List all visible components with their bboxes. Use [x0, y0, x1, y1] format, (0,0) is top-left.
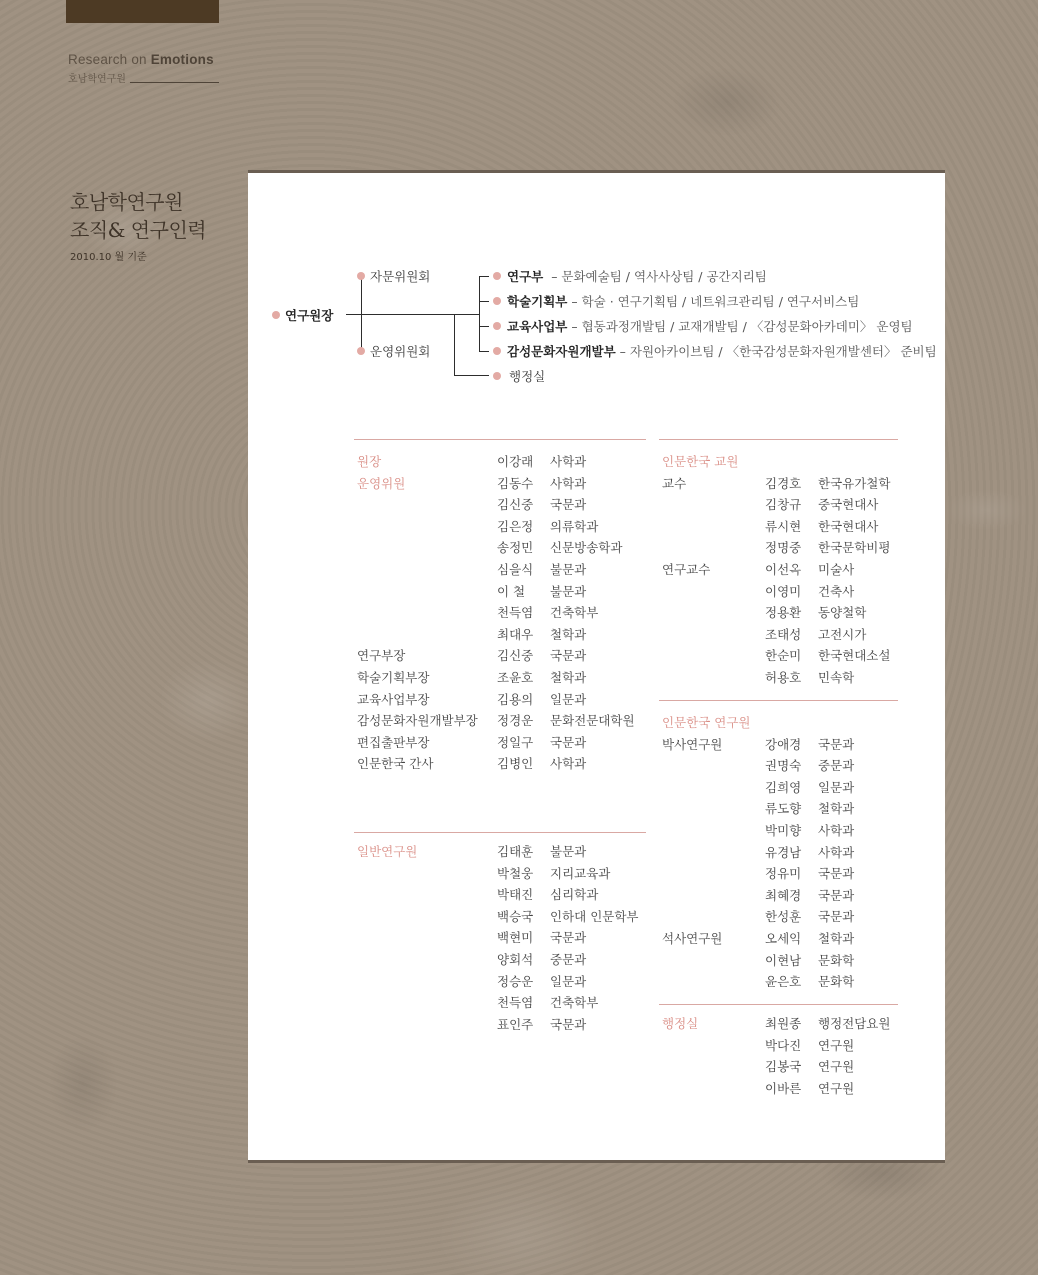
brand-korean: 호남학연구원	[68, 74, 126, 85]
cell-dept: 동양철학	[818, 605, 867, 621]
table-admin-office	[659, 1004, 898, 1114]
cell-name: 이강래	[497, 454, 534, 469]
branch-dot	[493, 272, 501, 280]
section-subtitle: 2010.10 월 기준	[70, 252, 147, 263]
cell-dept: 문화학	[818, 952, 855, 968]
cell-name: 김신중	[497, 648, 534, 664]
table-row	[662, 1013, 952, 1035]
cell-dept: 지리교육과	[550, 865, 611, 881]
branch-dot	[493, 322, 501, 330]
brand-en-prefix: Research on	[68, 52, 147, 67]
table-row	[357, 667, 647, 689]
cell-dept: 일문과	[550, 691, 587, 707]
cell-name: 류도향	[765, 801, 802, 817]
cell-dept: 건축사	[818, 583, 855, 599]
cell-name: 유경남	[765, 844, 802, 860]
cell-name: 심을식	[497, 562, 534, 577]
cell-dept: 의류학과	[550, 518, 599, 534]
cell-name: 정경운	[497, 713, 534, 729]
org-branch	[509, 367, 545, 385]
cell-role: 감성문화자원개발부장	[357, 713, 478, 729]
org-branch	[507, 292, 859, 310]
cell-dept: 국문과	[550, 1016, 587, 1032]
table-row	[357, 689, 647, 711]
cell-name: 박미향	[765, 823, 802, 838]
brand-korean-row	[68, 70, 219, 85]
cell-name: 김태훈	[497, 844, 534, 859]
table-rule	[354, 439, 646, 440]
cell-dept: 건축학부	[550, 995, 599, 1011]
cell-name: 송정민	[497, 540, 534, 556]
dept-tick-3	[479, 326, 489, 327]
cell-role: 석사연구원	[662, 931, 723, 946]
cell-dept: 일문과	[550, 973, 587, 989]
table-row	[662, 885, 952, 907]
dept-tick-4	[479, 351, 489, 352]
cell-dept: 사학과	[818, 823, 855, 838]
cell-role: 교육사업부장	[357, 691, 430, 707]
cell-name: 조윤호	[497, 670, 534, 685]
table-general-researchers	[354, 832, 646, 1042]
cell-name: 천득염	[497, 995, 534, 1011]
table-row	[357, 559, 647, 581]
admin-connector-horizontal	[454, 375, 489, 376]
cell-dept: 민속학	[818, 670, 855, 685]
cell-role: 교수	[662, 475, 687, 491]
table-row	[357, 906, 647, 928]
table-row	[662, 537, 952, 559]
cell-dept: 국문과	[550, 497, 587, 513]
cell-name: 표인주	[497, 1016, 534, 1032]
branch-desc: – 협동과정개발팀 / 교재개발팀 / 〈감성문화아카데미〉 운영팀	[571, 319, 913, 334]
table-row	[357, 753, 647, 775]
root-dot	[272, 311, 280, 319]
cell-role: 연구부장	[357, 648, 406, 664]
org-branch	[507, 317, 913, 335]
table-row	[662, 602, 952, 624]
table-hk-faculty	[659, 439, 898, 699]
cell-name: 이선옥	[765, 562, 802, 577]
cell-name: 김동수	[497, 475, 534, 491]
cell-name: 오세익	[765, 931, 802, 946]
brand-block	[68, 52, 219, 85]
cell-name: 이 철	[497, 583, 526, 599]
cell-name: 한성훈	[765, 909, 802, 925]
section-heading: 인문한국 연구원	[662, 715, 751, 730]
cell-dept: 문화전문대학원	[550, 713, 635, 729]
cell-dept: 국문과	[550, 930, 587, 946]
cell-dept: 철학과	[550, 626, 587, 642]
cell-dept: 철학과	[818, 801, 855, 817]
cell-name: 김봉국	[765, 1059, 802, 1075]
table-row	[357, 602, 647, 624]
dept-tick-2	[479, 301, 489, 302]
cell-dept: 국문과	[818, 909, 855, 925]
cell-name: 이바른	[765, 1080, 802, 1096]
branch-name: 감성문화자원개발부	[507, 344, 616, 359]
cell-name: 김경호	[765, 475, 802, 491]
cell-dept: 건축학부	[550, 605, 599, 621]
cell-name: 조태성	[765, 626, 802, 642]
table-row	[662, 820, 952, 842]
cell-name: 박태진	[497, 887, 534, 903]
cell-dept: 한국현대소설	[818, 648, 891, 664]
section-title-line1: 호남학연구원	[70, 190, 183, 214]
cell-name: 천득염	[497, 605, 534, 621]
branch-dot	[493, 372, 501, 380]
cell-role: 일반연구원	[357, 844, 418, 859]
cell-dept: 행정전담요원	[818, 1016, 891, 1031]
cell-role: 연구교수	[662, 562, 711, 577]
org-root: 연구원장	[285, 308, 334, 323]
cell-name: 한순미	[765, 648, 802, 664]
cell-dept: 사학과	[550, 454, 587, 469]
table-row	[357, 1014, 647, 1036]
cell-name: 백승국	[497, 908, 534, 924]
cell-role: 행정실	[662, 1016, 699, 1031]
brand-rule	[130, 82, 219, 83]
cell-name: 이영미	[765, 583, 802, 599]
cell-dept: 미술사	[818, 562, 855, 577]
table-row	[357, 884, 647, 906]
cell-name: 정용환	[765, 605, 802, 621]
cell-role: 박사연구원	[662, 736, 723, 752]
table-row	[357, 451, 647, 473]
table-row	[357, 841, 647, 863]
table-leadership	[354, 439, 646, 784]
table-row	[662, 581, 952, 603]
table-row	[357, 537, 647, 559]
table-row	[357, 473, 647, 495]
cell-role: 원장	[357, 454, 382, 469]
cell-dept: 불문과	[550, 562, 587, 577]
committee-connector	[361, 276, 362, 352]
cell-dept: 심리학과	[550, 887, 599, 903]
cell-dept: 철학과	[550, 670, 587, 685]
cell-dept: 고전시가	[818, 626, 867, 642]
cell-dept: 사학과	[818, 844, 855, 860]
table-row	[662, 559, 952, 581]
section-title	[70, 188, 206, 263]
branch-desc: – 문화예술팀 / 역사사상팀 / 공간지리팀	[551, 269, 767, 284]
table-row	[662, 777, 952, 799]
table-row	[662, 645, 952, 667]
table-row	[357, 863, 647, 885]
org-steering: 운영위원회	[370, 344, 431, 359]
cell-name: 윤은호	[765, 974, 802, 990]
table-row	[357, 516, 647, 538]
cell-name: 김희영	[765, 779, 802, 795]
table-row	[357, 645, 647, 667]
org-branch	[507, 342, 937, 360]
branch-desc: – 자원아카이브팀 / 〈한국감성문화자원개발센터〉 준비팀	[619, 344, 937, 359]
cell-dept: 한국문학비평	[818, 540, 891, 556]
table-rule	[659, 439, 898, 440]
content-panel	[248, 170, 945, 1163]
cell-dept: 중국현대사	[818, 497, 879, 513]
table-row	[357, 732, 647, 754]
cell-name: 양회석	[497, 952, 534, 967]
table-hk-researchers	[659, 700, 898, 1000]
cell-dept: 연구원	[818, 1037, 855, 1053]
table-row	[662, 798, 952, 820]
cell-dept: 불문과	[550, 844, 587, 859]
branch-name: 교육사업부	[507, 319, 568, 334]
cell-dept: 신문방송학과	[550, 540, 623, 556]
cell-name: 최원종	[765, 1016, 802, 1031]
cell-role: 편집출판부장	[357, 734, 430, 750]
table-row	[662, 971, 952, 993]
cell-dept: 국문과	[818, 736, 855, 752]
cell-name: 정일구	[497, 734, 534, 750]
org-branch	[507, 267, 767, 285]
cell-dept: 인하대 인문학부	[550, 908, 639, 924]
table-row	[662, 1078, 952, 1100]
admin-connector-vertical	[454, 314, 455, 376]
cell-dept: 국문과	[818, 866, 855, 882]
table-row	[357, 949, 647, 971]
cell-name: 권명숙	[765, 758, 802, 774]
cell-dept: 사학과	[550, 475, 587, 491]
table-row	[662, 755, 952, 777]
table-row	[357, 971, 647, 993]
org-advisory: 자문위원회	[370, 269, 431, 284]
table-row	[662, 667, 952, 689]
cell-name: 류시현	[765, 518, 802, 534]
table-row	[357, 710, 647, 732]
table-row	[662, 863, 952, 885]
cell-name: 정명중	[765, 540, 802, 556]
table-row	[357, 494, 647, 516]
cell-dept: 연구원	[818, 1080, 855, 1096]
table-row	[357, 581, 647, 603]
dept-bracket-vertical	[479, 276, 480, 352]
cell-name: 김용의	[497, 691, 534, 707]
table-row	[662, 473, 952, 495]
branch-dot	[493, 347, 501, 355]
cell-dept: 중문과	[550, 952, 587, 967]
table-rule	[659, 1004, 898, 1005]
cell-name: 정승운	[497, 973, 534, 989]
table-rule	[659, 700, 898, 701]
cell-name: 김창규	[765, 497, 802, 513]
cell-dept: 문화학	[818, 974, 855, 990]
cell-dept: 불문과	[550, 583, 587, 599]
dept-bracket-link	[454, 314, 479, 315]
cell-name: 백현미	[497, 930, 534, 946]
table-row	[662, 516, 952, 538]
cell-role: 운영위원	[357, 475, 406, 491]
cell-dept: 국문과	[550, 648, 587, 664]
table-rule	[354, 832, 646, 833]
cell-name: 김병인	[497, 756, 534, 772]
cell-name: 정유미	[765, 866, 802, 882]
steering-dot	[357, 347, 365, 355]
cell-dept: 국문과	[818, 887, 855, 903]
cell-dept: 한국유가철학	[818, 475, 891, 491]
brand-english	[68, 52, 219, 67]
table-row	[662, 1035, 952, 1057]
cell-dept: 연구원	[818, 1059, 855, 1075]
cell-name: 김신중	[497, 497, 534, 513]
dept-tick-1	[479, 276, 489, 277]
cell-name: 김은정	[497, 518, 534, 534]
table-row	[662, 624, 952, 646]
branch-name: 행정실	[509, 369, 546, 384]
table-row	[662, 734, 952, 756]
table-row	[662, 842, 952, 864]
cell-dept: 국문과	[550, 734, 587, 750]
advisory-dot	[357, 272, 365, 280]
cell-name: 강애경	[765, 736, 802, 752]
root-connector	[346, 314, 454, 315]
cell-dept: 사학과	[550, 756, 587, 772]
table-row	[662, 1056, 952, 1078]
cell-dept: 한국현대사	[818, 518, 879, 534]
cell-name: 최대우	[497, 626, 534, 642]
cell-name: 박다진	[765, 1037, 802, 1053]
table-row	[662, 906, 952, 928]
section-heading: 인문한국 교원	[662, 454, 739, 469]
cell-name: 박철웅	[497, 865, 534, 881]
cell-role: 학술기획부장	[357, 670, 430, 685]
cell-dept: 중문과	[818, 758, 855, 774]
branch-name: 연구부	[507, 269, 544, 284]
table-row	[662, 928, 952, 950]
top-color-bar	[66, 0, 219, 23]
brand-en-bold: Emotions	[150, 52, 214, 67]
table-row	[357, 624, 647, 646]
cell-dept: 일문과	[818, 779, 855, 795]
table-row	[357, 992, 647, 1014]
table-row	[662, 950, 952, 972]
cell-name: 이현남	[765, 952, 802, 968]
section-title-line2: 조직& 연구인력	[70, 218, 207, 242]
cell-name: 허용호	[765, 670, 802, 685]
branch-dot	[493, 297, 501, 305]
cell-name: 최혜경	[765, 887, 802, 903]
table-row	[357, 927, 647, 949]
branch-name: 학술기획부	[507, 294, 568, 309]
branch-desc: – 학술 · 연구기획팀 / 네트워크관리팀 / 연구서비스팀	[571, 294, 860, 309]
cell-dept: 철학과	[818, 931, 855, 946]
org-chart	[248, 173, 945, 413]
cell-role: 인문한국 간사	[357, 756, 434, 772]
table-row	[662, 494, 952, 516]
